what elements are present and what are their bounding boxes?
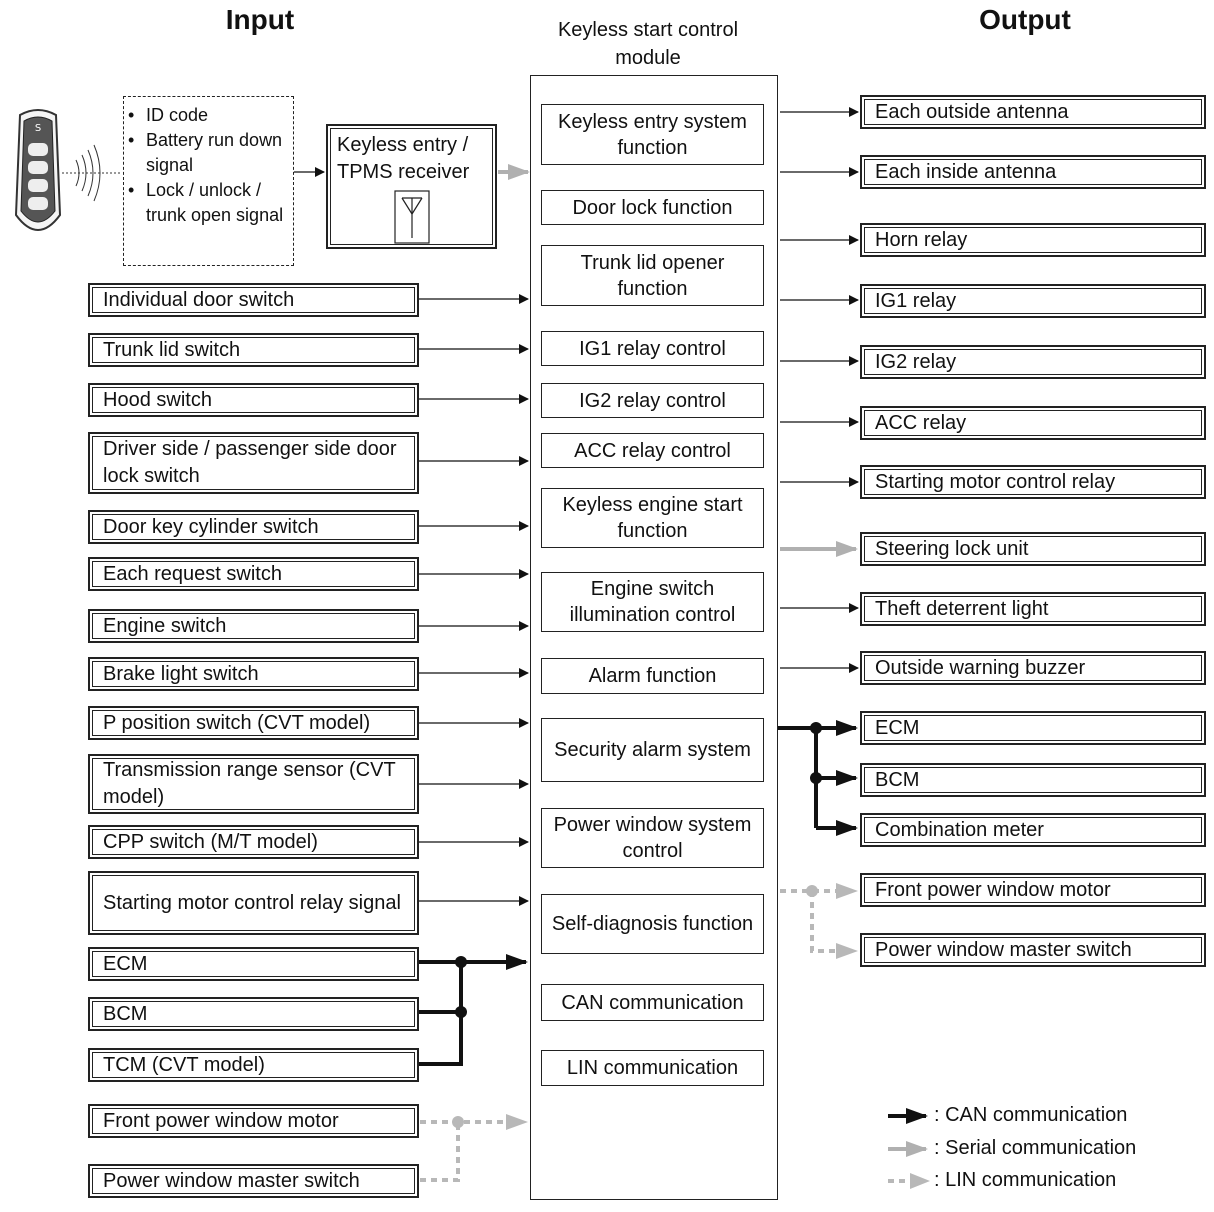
- output-front-power-window-motor: Front power window motor: [860, 873, 1206, 907]
- fn-door-lock: Door lock function: [541, 190, 764, 225]
- output-horn-relay: Horn relay: [860, 223, 1206, 257]
- fn-ig1-relay-control: IG1 relay control: [541, 331, 764, 366]
- fn-alarm: Alarm function: [541, 658, 764, 694]
- output-starting-motor-relay: Starting motor control relay: [860, 465, 1206, 499]
- input-front-power-window-motor: Front power window motor: [88, 1104, 419, 1138]
- input-hood-switch: Hood switch: [88, 383, 419, 417]
- output-ig2-relay: IG2 relay: [860, 345, 1206, 379]
- input-each-request-switch: Each request switch: [88, 557, 419, 591]
- signal-item: • Lock / unlock / trunk open signal: [128, 180, 284, 225]
- input-cpp-switch: CPP switch (M/T model): [88, 825, 419, 859]
- fn-engine-switch-illumination: Engine switch illumination control: [541, 572, 764, 632]
- fn-trunk-lid-opener: Trunk lid opener function: [541, 245, 764, 306]
- output-ecm: ECM: [860, 711, 1206, 745]
- output-bcm: BCM: [860, 763, 1206, 797]
- input-brake-light-switch: Brake light switch: [88, 657, 419, 691]
- legend-can: : CAN communication: [934, 1104, 1128, 1126]
- fn-power-window-control: Power window system control: [541, 808, 764, 868]
- output-power-window-master-switch: Power window master switch: [860, 933, 1206, 967]
- output-steering-lock-unit: Steering lock unit: [860, 532, 1206, 566]
- fn-acc-relay-control: ACC relay control: [541, 433, 764, 468]
- input-bcm: BCM: [88, 997, 419, 1031]
- output-inside-antenna: Each inside antenna: [860, 155, 1206, 189]
- fn-keyless-engine-start: Keyless engine start function: [541, 488, 764, 548]
- fn-self-diagnosis: Self-diagnosis function: [541, 894, 764, 954]
- input-trunk-lid-switch: Trunk lid switch: [88, 333, 419, 367]
- input-header: Input: [225, 4, 295, 35]
- input-individual-door-switch: Individual door switch: [88, 283, 419, 317]
- output-combination-meter: Combination meter: [860, 813, 1206, 847]
- input-ecm: ECM: [88, 947, 419, 981]
- output-theft-deterrent-light: Theft deterrent light: [860, 592, 1206, 626]
- input-tcm: TCM (CVT model): [88, 1048, 419, 1082]
- fn-can-communication: CAN communication: [541, 984, 764, 1021]
- input-door-key-cylinder-switch: Door key cylinder switch: [88, 510, 419, 544]
- input-power-window-master-switch: Power window master switch: [88, 1164, 419, 1198]
- legend-lin: : LIN communication: [934, 1169, 1117, 1191]
- output-header: Output: [979, 4, 1071, 35]
- fn-security-alarm: Security alarm system: [541, 718, 764, 782]
- fn-keyless-entry: Keyless entry system function: [541, 104, 764, 165]
- fn-lin-communication: LIN communication: [541, 1050, 764, 1086]
- input-engine-switch: Engine switch: [88, 609, 419, 643]
- output-acc-relay: ACC relay: [860, 406, 1206, 440]
- input-transmission-range-sensor: Transmission range sensor (CVT model): [88, 754, 419, 814]
- output-ig1-relay: IG1 relay: [860, 284, 1206, 318]
- output-outside-antenna: Each outside antenna: [860, 95, 1206, 129]
- module-title: Keyless start control module: [557, 19, 739, 69]
- legend-serial: : Serial communication: [934, 1137, 1137, 1159]
- signal-item: • Battery run down signal: [128, 130, 283, 175]
- output-warning-buzzer: Outside warning buzzer: [860, 651, 1206, 685]
- fn-ig2-relay-control: IG2 relay control: [541, 383, 764, 418]
- input-door-lock-switch: Driver side / passenger side door lock switch: [88, 432, 419, 494]
- input-starting-motor-relay-signal: Starting motor control relay signal: [88, 871, 419, 935]
- signal-item: • ID code: [128, 105, 209, 125]
- input-p-position-switch: P position switch (CVT model): [88, 706, 419, 740]
- svg-text:S: S: [34, 123, 42, 134]
- keyless-entry-receiver: Keyless entry / TPMS receiver: [326, 124, 497, 249]
